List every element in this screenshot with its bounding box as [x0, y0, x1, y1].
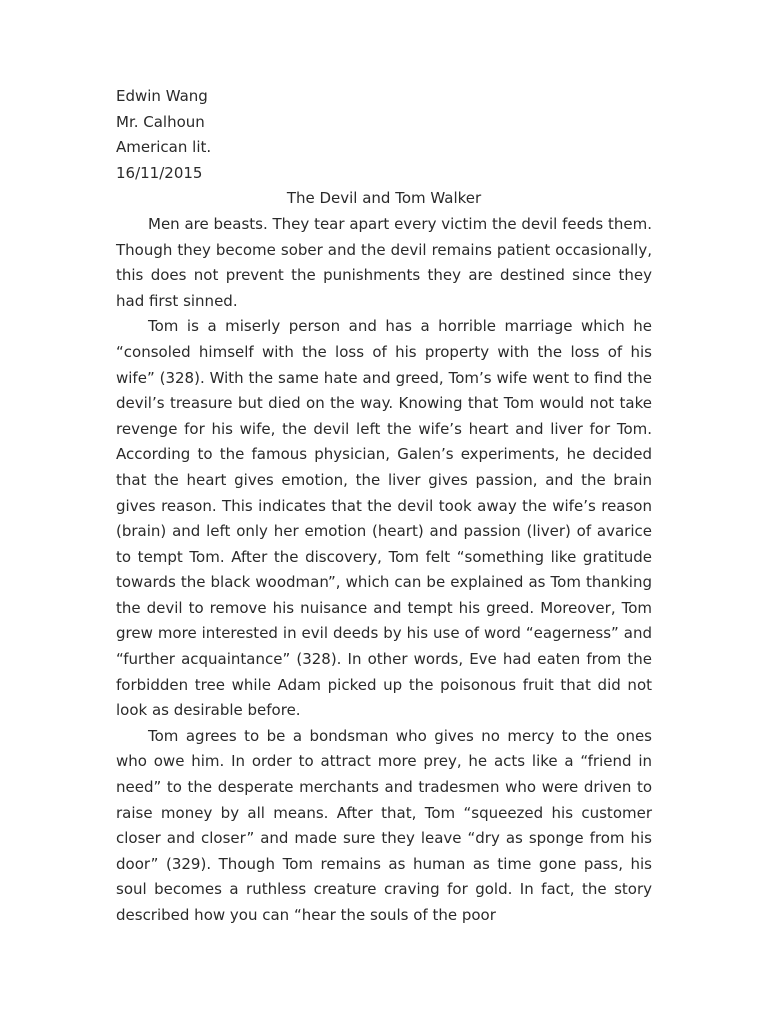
document-title: The Devil and Tom Walker: [286, 189, 482, 208]
paragraph-3: Tom agrees to be a bondsman who gives no mercy to the ones who owe him. In order to attract more prey, he acts like a “friend in need” to the desperate merchants and tradesmen who were driven to raise money by all means. After that, Tom “squeezed his customer closer and closer” and made sure they leave “dry as sponge from his door” (329). Though Tom remains as human as time gone pass, his soul becomes a ruthless creature craving for gold. In fact, the story described how you can “hear the souls of the poor: [116, 726, 652, 924]
document-date: 16/11/2015: [116, 163, 203, 182]
teacher-name: Mr. Calhoun: [116, 112, 205, 131]
author-name: Edwin Wang: [116, 87, 208, 105]
paragraph-1: Men are beasts. They tear apart every victim the devil feeds them. Though they become sober and the devil remains patient occasionally, this does not prevent the punishments they are destined since they had first sinned.: [116, 214, 652, 310]
document-body: [116, 84, 652, 929]
paragraph-2: Tom is a miserly person and has a horrible marriage which he “consoled himself with the loss of his property with the loss of his wife” (328). With the same hate and greed, Tom’s wife went to find the devil’s treasure but died on the way. Knowing that Tom would not take revenge for his wife, the devil left the wife’s heart and liver for Tom. According to the famous physician, Galen’s experiments, he decided that the heart gives emotion, the liver gives passion, and the brain gives reason. This indicates that the devil took away the wife’s reason (brain) and left only her emotion (heart) and passion (liver) of avarice to tempt Tom. After the discovery, Tom felt “something like gratitude towards the black woodman”, which can be explained as Tom thanking the devil to remove his nuisance and tempt his greed. Moreover, Tom grew more interested in evil deeds by his use of word “eagerness” and “further acquaintance” (328). In other words, Eve had eaten from the forbidden tree while Adam picked up the poisonous fruit that did not look as desirable before.: [116, 317, 652, 720]
course-name: American lit.: [116, 138, 212, 157]
